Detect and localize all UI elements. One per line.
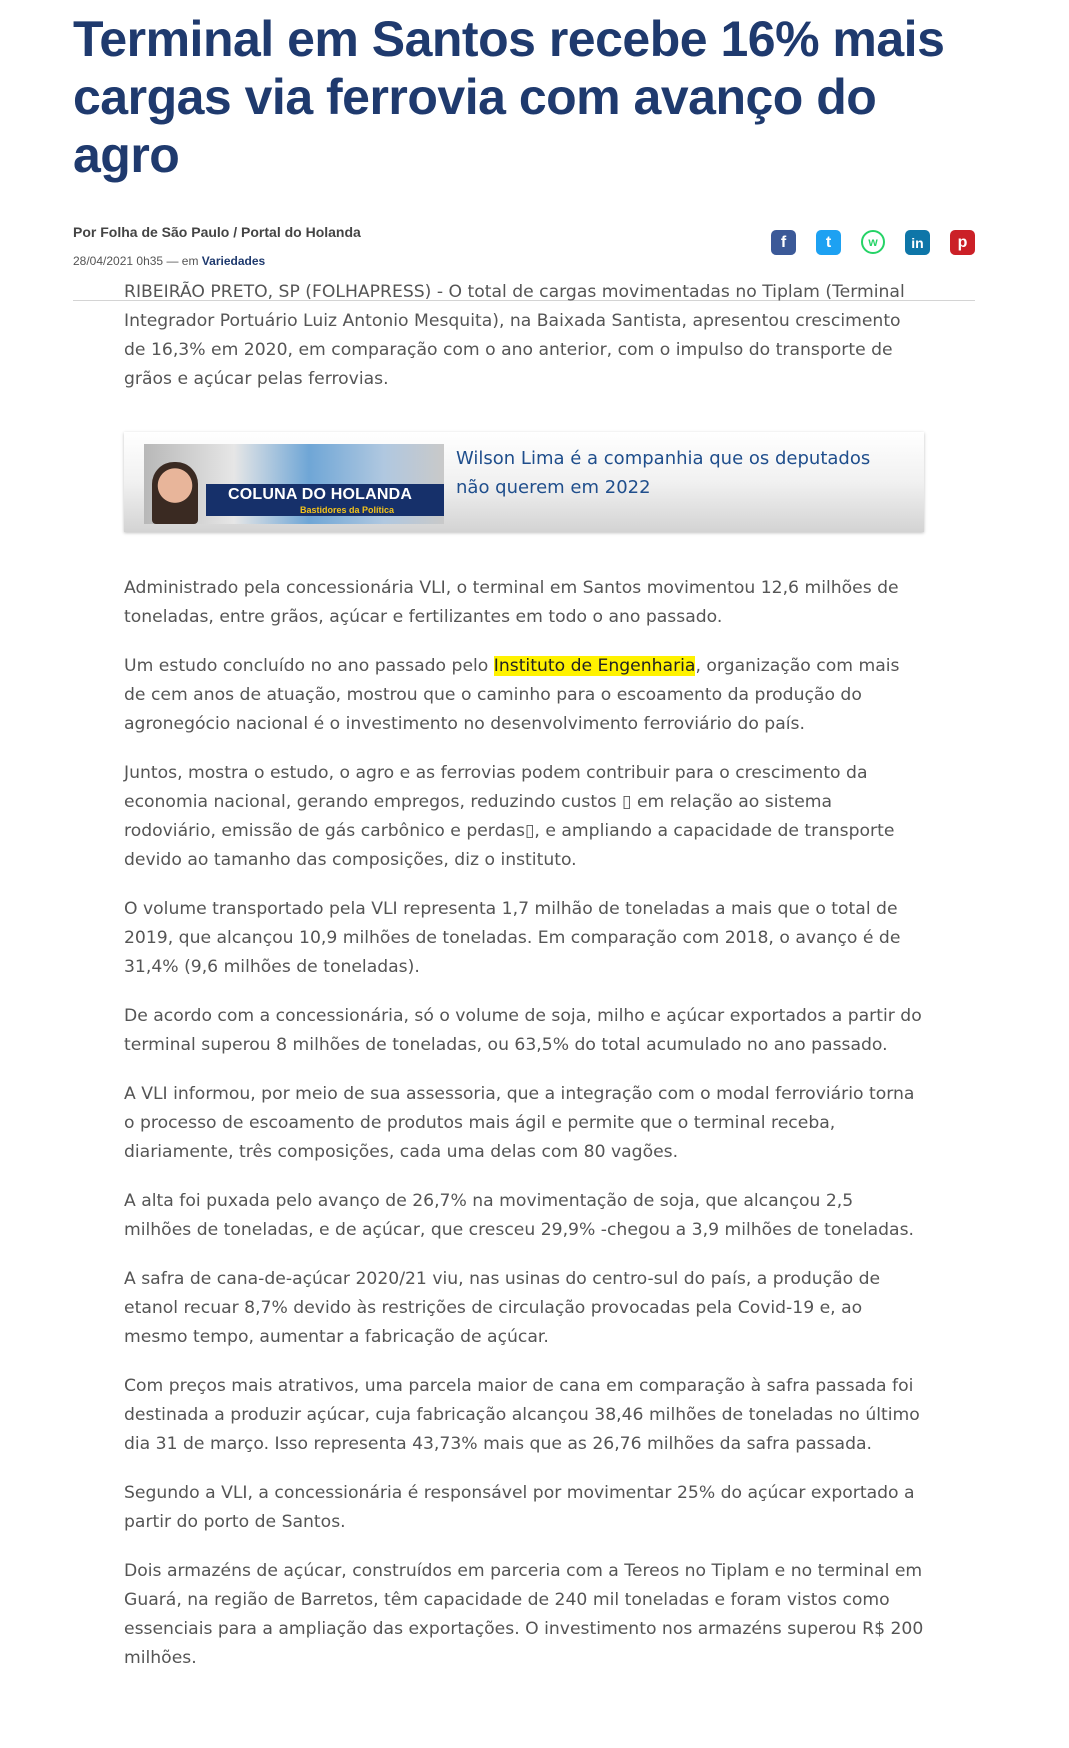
paragraph-11: Segundo a VLI, a concessionária é responsável por movimentar 25% do açúcar exportado a partir do porto de Santos. (124, 1483, 915, 1532)
facebook-share-icon[interactable]: f (771, 230, 796, 255)
byline: Por Folha de São Paulo / Portal do Holanda (73, 224, 361, 240)
paragraph-12: Dois armazéns de açúcar, construídos em parceria com a Tereos no Tiplam e no terminal em Guará, na região de Barretos, têm capacidade de 240 mil toneladas e foram vistos como essenciais para a ampliação das exportações. O investimento nos armazéns superou R$ 200 milhões. (124, 1561, 924, 1668)
banner-subtitle: Bastidores da Política (300, 505, 395, 515)
paragraph-2: Administrado pela concessionária VLI, o terminal em Santos movimentou 12,6 milhões de toneladas, entre grãos, açúcar e fertilizantes em todo o ano passado. (124, 578, 899, 627)
paragraph-1: RIBEIRÃO PRETO, SP (FOLHAPRESS) - O total de cargas movimentadas no Tiplam (Terminal Integrador Portuário Luiz Antonio Mesquita), na Baixada Santista, apresentou crescimento de 16,3% em 2020, em comparação com o ano anterior, com o impulso do transporte de grãos e açúcar pelas ferrovias. (124, 282, 905, 389)
paragraph-6: De acordo com a concessionária, só o volume de soja, milho e açúcar exportados a partir do terminal superou 8 milhões de toneladas, ou 63,5% do total acumulado no ano passado. (124, 1006, 922, 1055)
article-body (124, 278, 924, 1693)
related-article-link[interactable]: Wilson Lima é a companhia que os deputados não querem em 2022 (456, 448, 871, 498)
coluna-do-holanda-banner[interactable] (144, 444, 444, 524)
paragraph-9: A safra de cana-de-açúcar 2020/21 viu, nas usinas do centro-sul do país, a produção de etanol recuar 8,7% devido às restrições de circulação provocadas pela Covid-19 e, ao mesmo tempo, aumentar a fabricação de açúcar. (124, 1269, 881, 1347)
article-meta (73, 224, 975, 280)
banner-title: COLUNA DO HOLANDA (228, 486, 413, 503)
category-link[interactable]: Variedades (201, 254, 266, 268)
twitter-share-icon[interactable]: t (816, 230, 841, 255)
whatsapp-share-icon[interactable]: w (861, 230, 885, 254)
paragraph-5: O volume transportado pela VLI representa 1,7 milhão de toneladas a mais que o total de 2019, que alcançou 10,9 milhões de toneladas. Em comparação com 2018, o avanço é de 31,4% (9,6 milhões de toneladas). (124, 899, 901, 977)
pinterest-share-icon[interactable]: p (950, 230, 975, 255)
publish-date: 28/04/2021 0h35 (73, 254, 164, 268)
category-prefix: — em (166, 254, 199, 268)
paragraph-7: A VLI informou, por meio de sua assessoria, que a integração com o modal ferroviário torna o processo de escoamento de produtos mais ágil e permite que o terminal receba, diariamente, três composições, cada uma delas com 80 vagões. (124, 1084, 915, 1162)
article-header (73, 0, 975, 301)
linkedin-share-icon[interactable]: in (905, 230, 930, 255)
paragraph-3-end: , organização com mais de cem anos de atuação, mostrou que o caminho para o escoamento da produção do agronegócio nacional é o investimento no desenvolvimento ferroviário do país. (124, 656, 900, 734)
related-article-promo[interactable] (124, 432, 924, 532)
paragraph-3 (124, 652, 924, 739)
share-bar (771, 230, 975, 255)
columnist-photo (152, 462, 198, 524)
paragraph-10: Com preços mais atrativos, uma parcela maior de cana em comparação à safra passada foi destinada a produzir açúcar, cuja fabricação alcançou 38,46 milhões de toneladas no último dia 31 de março. Isso representa 43,73% mais que as 26,76 milhões da safra passada. (124, 1376, 920, 1454)
paragraph-3-start: Um estudo concluído no ano passado pelo (124, 656, 494, 676)
article-title: Terminal em Santos recebe 16% mais cargas via ferrovia com avanço do agro (73, 11, 945, 183)
instituto-engenharia-link[interactable]: Instituto de Engenharia (493, 656, 696, 676)
paragraph-8: A alta foi puxada pelo avanço de 26,7% na movimentação de soja, que alcançou 2,5 milhões de toneladas, e de açúcar, que cresceu 29,9% -chegou a 3,9 milhões de toneladas. (124, 1191, 915, 1240)
dateline (73, 254, 265, 268)
paragraph-4: Juntos, mostra o estudo, o agro e as ferrovias podem contribuir para o crescimento da economia nacional, gerando empregos, reduzindo custos ▯ em relação ao sistema rodoviário, emissão de gás carbônico e perdas▯, e ampliando a capacidade de transporte devido ao tamanho das composições, diz o instituto. (124, 763, 895, 870)
